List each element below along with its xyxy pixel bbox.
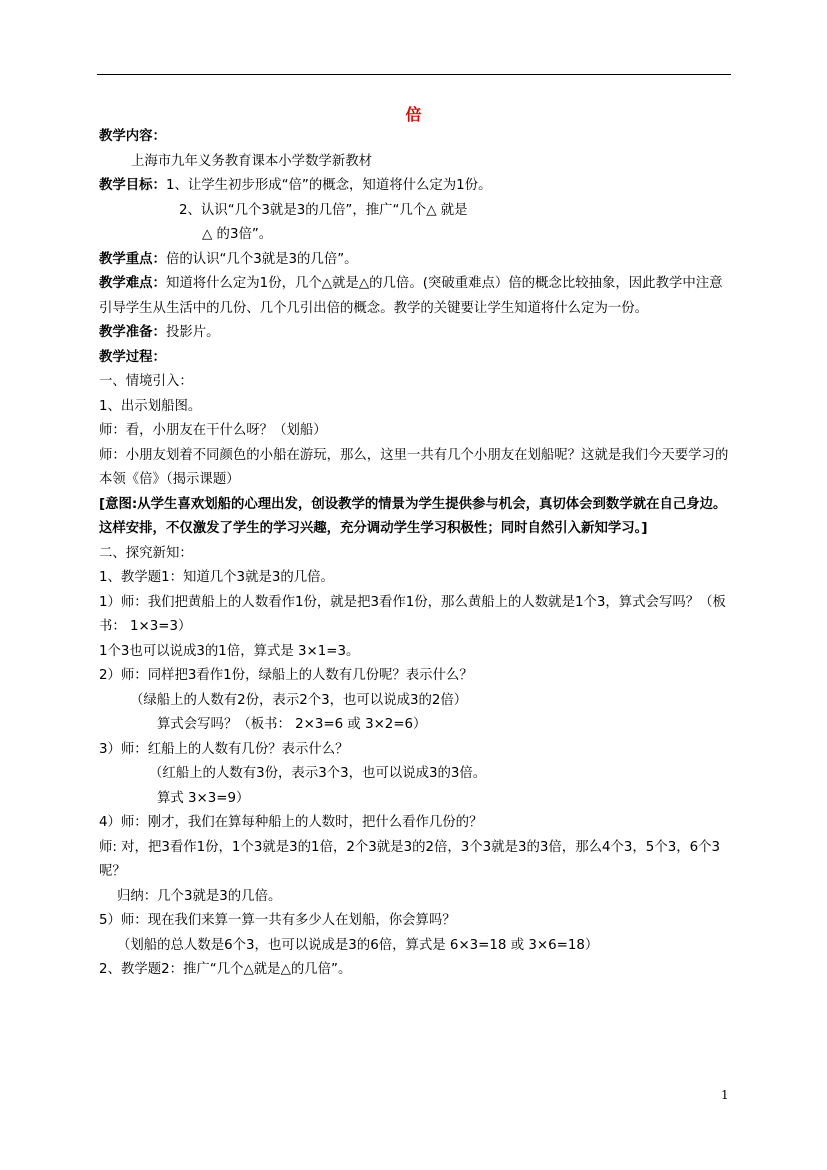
- goals-paragraph: [99, 174, 735, 199]
- header-rule: [97, 74, 731, 75]
- process-label: 教学过程：: [99, 349, 166, 365]
- content-text: 上海市九年义务教育课本小学数学新教材: [131, 153, 373, 169]
- dialogue-line: 2）师：同样把3看作1份，绿船上的人数有几份呢？表示什么？: [99, 668, 473, 683]
- preparation-paragraph: [99, 321, 735, 346]
- equation-line: 1个3也可以说成3的1倍，算式是 3×1=3。: [99, 643, 360, 659]
- preparation-text: 投影片。: [165, 325, 220, 340]
- answer-line: （绿船上的人数有2份，表示2个3，也可以说成3的2倍）: [130, 692, 468, 708]
- dialogue-line: 3）师：红船上的人数有几份？表示什么？: [99, 741, 349, 757]
- goals-line-3: △ 的3倍”。: [202, 227, 273, 242]
- dialogue-line: 师：小朋友划着不同颜色的小船在游玩，那么，这里一共有几个小朋友在划船呢？这就是我们今天要学习的本领《倍》（揭示课题）: [99, 447, 729, 487]
- page-number: 1: [721, 1088, 729, 1102]
- goals-line-1: 1、让学生初步形成“倍”的概念，知道将什么定为1份。: [165, 178, 492, 193]
- difficulty-label: 教学难点：: [99, 276, 166, 291]
- preparation-label: 教学准备：: [99, 325, 166, 340]
- answer-line: （红船上的人数有3份，表示3个3，也可以说成3的3倍。: [149, 766, 487, 781]
- difficulty-paragraph: [99, 272, 735, 321]
- step-line: 1、出示划船图。: [99, 398, 202, 414]
- key-point-label: 教学重点：: [99, 251, 166, 267]
- summary-line: 归纳：几个3就是3的几倍。: [117, 888, 282, 904]
- equation-line: 算式 3×3=9）: [157, 790, 250, 806]
- dialogue-line: 1）师：我们把黄船上的人数看作1份，就是把3看作1份，那么黄船上的人数就是1个3，算式会写吗？（板书： 1×3=3）: [99, 594, 726, 634]
- section-heading: 一、情境引入：: [99, 374, 193, 389]
- section-heading: 二、探究新知：: [99, 545, 193, 561]
- dialogue-line: 5）师：现在我们来算一算一共有多少人在划船，你会算吗？: [99, 913, 456, 928]
- page-title: 倍: [405, 105, 422, 124]
- goals-line-2: 2、认识“几个3就是3的几倍”，推广“几个△ 就是: [179, 202, 468, 218]
- equation-line: 算式会写吗？（板书： 2×3=6 或 3×2=6）: [157, 717, 427, 732]
- document-body: [99, 125, 735, 983]
- key-point-paragraph: [99, 248, 735, 273]
- dialogue-line: 师: 对，把3看作1份，1个3就是3的1倍，2个3就是3的2倍，3个3就是3的3倍，那么4个3，5个3，6个3呢？: [99, 839, 721, 879]
- answer-line: （划船的总人数是6个3，也可以说成是3的6倍，算式是 6×3=18 或 3×6=18）: [117, 937, 599, 953]
- goals-label: 教学目标：: [99, 178, 166, 193]
- difficulty-text: 知道将什么定为1份，几个△就是△的几倍。(突破重难点）倍的概念比较抽象，因此教学中注意引导学生从生活中的几份、几个几引出倍的概念。教学的关键要让学生知道将什么定为一份。: [99, 276, 723, 316]
- dialogue-line: 4）师：刚才，我们在算每种船上的人数时，把什么看作几份的？: [99, 815, 483, 830]
- dialogue-line: 师：看，小朋友在干什么呀？（划船）: [99, 423, 327, 438]
- content-label: 教学内容：: [99, 129, 166, 144]
- key-point-text: 倍的认识“几个3就是3的几倍”。: [165, 251, 358, 267]
- step-line: 1、教学题1：知道几个3就是3的几倍。: [99, 570, 334, 585]
- step-line: 2、教学题2：推广“几个△就是△的几倍”。: [99, 962, 352, 977]
- intent-note: [意图:从学生喜欢划船的心理出发，创设教学的情景为学生提供参与机会，真切体会到数学就在自己身边。这样安排，不仅激发了学生的学习兴趣，充分调动学生学习积极性；同时自然引入新知学习。]: [99, 496, 727, 536]
